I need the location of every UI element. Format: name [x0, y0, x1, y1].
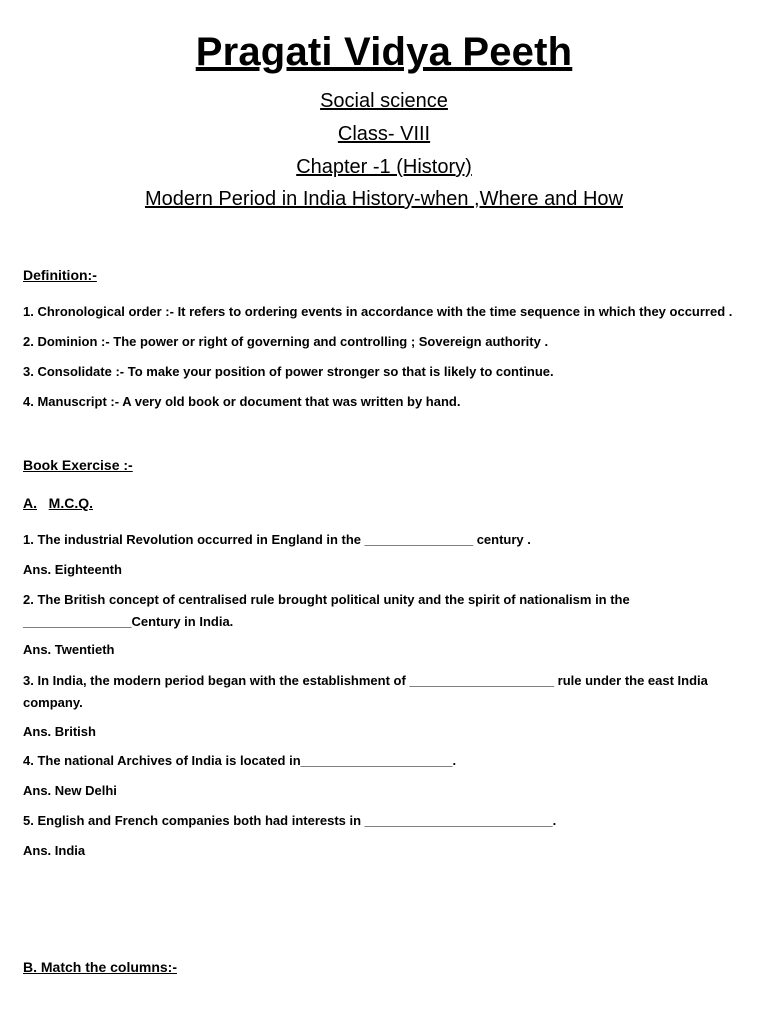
- school-title: Pragati Vidya Peeth: [195, 30, 573, 74]
- definition-heading: Definition:-: [23, 267, 97, 283]
- section-a-heading: [23, 495, 93, 511]
- answer-1: Ans. Eighteenth: [23, 562, 122, 577]
- question-1: 1. The industrial Revolution occurred in England in the _______________ century .: [23, 532, 531, 547]
- question-2: 2. The British concept of centralised rule brought political unity and the spirit of nationalism in the _______________Century in India.: [23, 592, 630, 629]
- class-title: Class- VIII: [337, 123, 431, 145]
- subject-title: Social science: [320, 90, 448, 112]
- question-5: 5. English and French companies both had interests in __________________________.: [23, 813, 557, 828]
- definition-item: 1. Chronological order :- It refers to ordering events in accordance with the time sequence in which they occurred .: [23, 304, 733, 319]
- section-a-letter: A.: [23, 495, 37, 511]
- book-exercise-heading: Book Exercise :-: [23, 457, 133, 473]
- definition-item: 2. Dominion :- The power or right of governing and controlling ; Sovereign authority .: [23, 334, 549, 349]
- answer-2: Ans. Twentieth: [23, 642, 115, 657]
- definition-item: 4. Manuscript :- A very old book or document that was written by hand.: [23, 394, 461, 409]
- question-3: 3. In India, the modern period began with the establishment of ____________________ rule under the east India company.: [23, 673, 708, 710]
- answer-4: Ans. New Delhi: [23, 783, 117, 798]
- answer-3: Ans. British: [23, 724, 96, 739]
- answer-5: Ans. India: [23, 843, 86, 858]
- definition-item: 3. Consolidate :- To make your position of power stronger so that is likely to continue.: [23, 364, 554, 379]
- topic-title: Modern Period in India History-when ,Where and How: [145, 188, 623, 210]
- section-a-title: M.C.Q.: [48, 495, 94, 511]
- section-b-heading: B. Match the columns:-: [23, 959, 178, 975]
- question-4: 4. The national Archives of India is located in_____________________.: [23, 753, 457, 768]
- chapter-title: Chapter -1 (History): [296, 156, 472, 178]
